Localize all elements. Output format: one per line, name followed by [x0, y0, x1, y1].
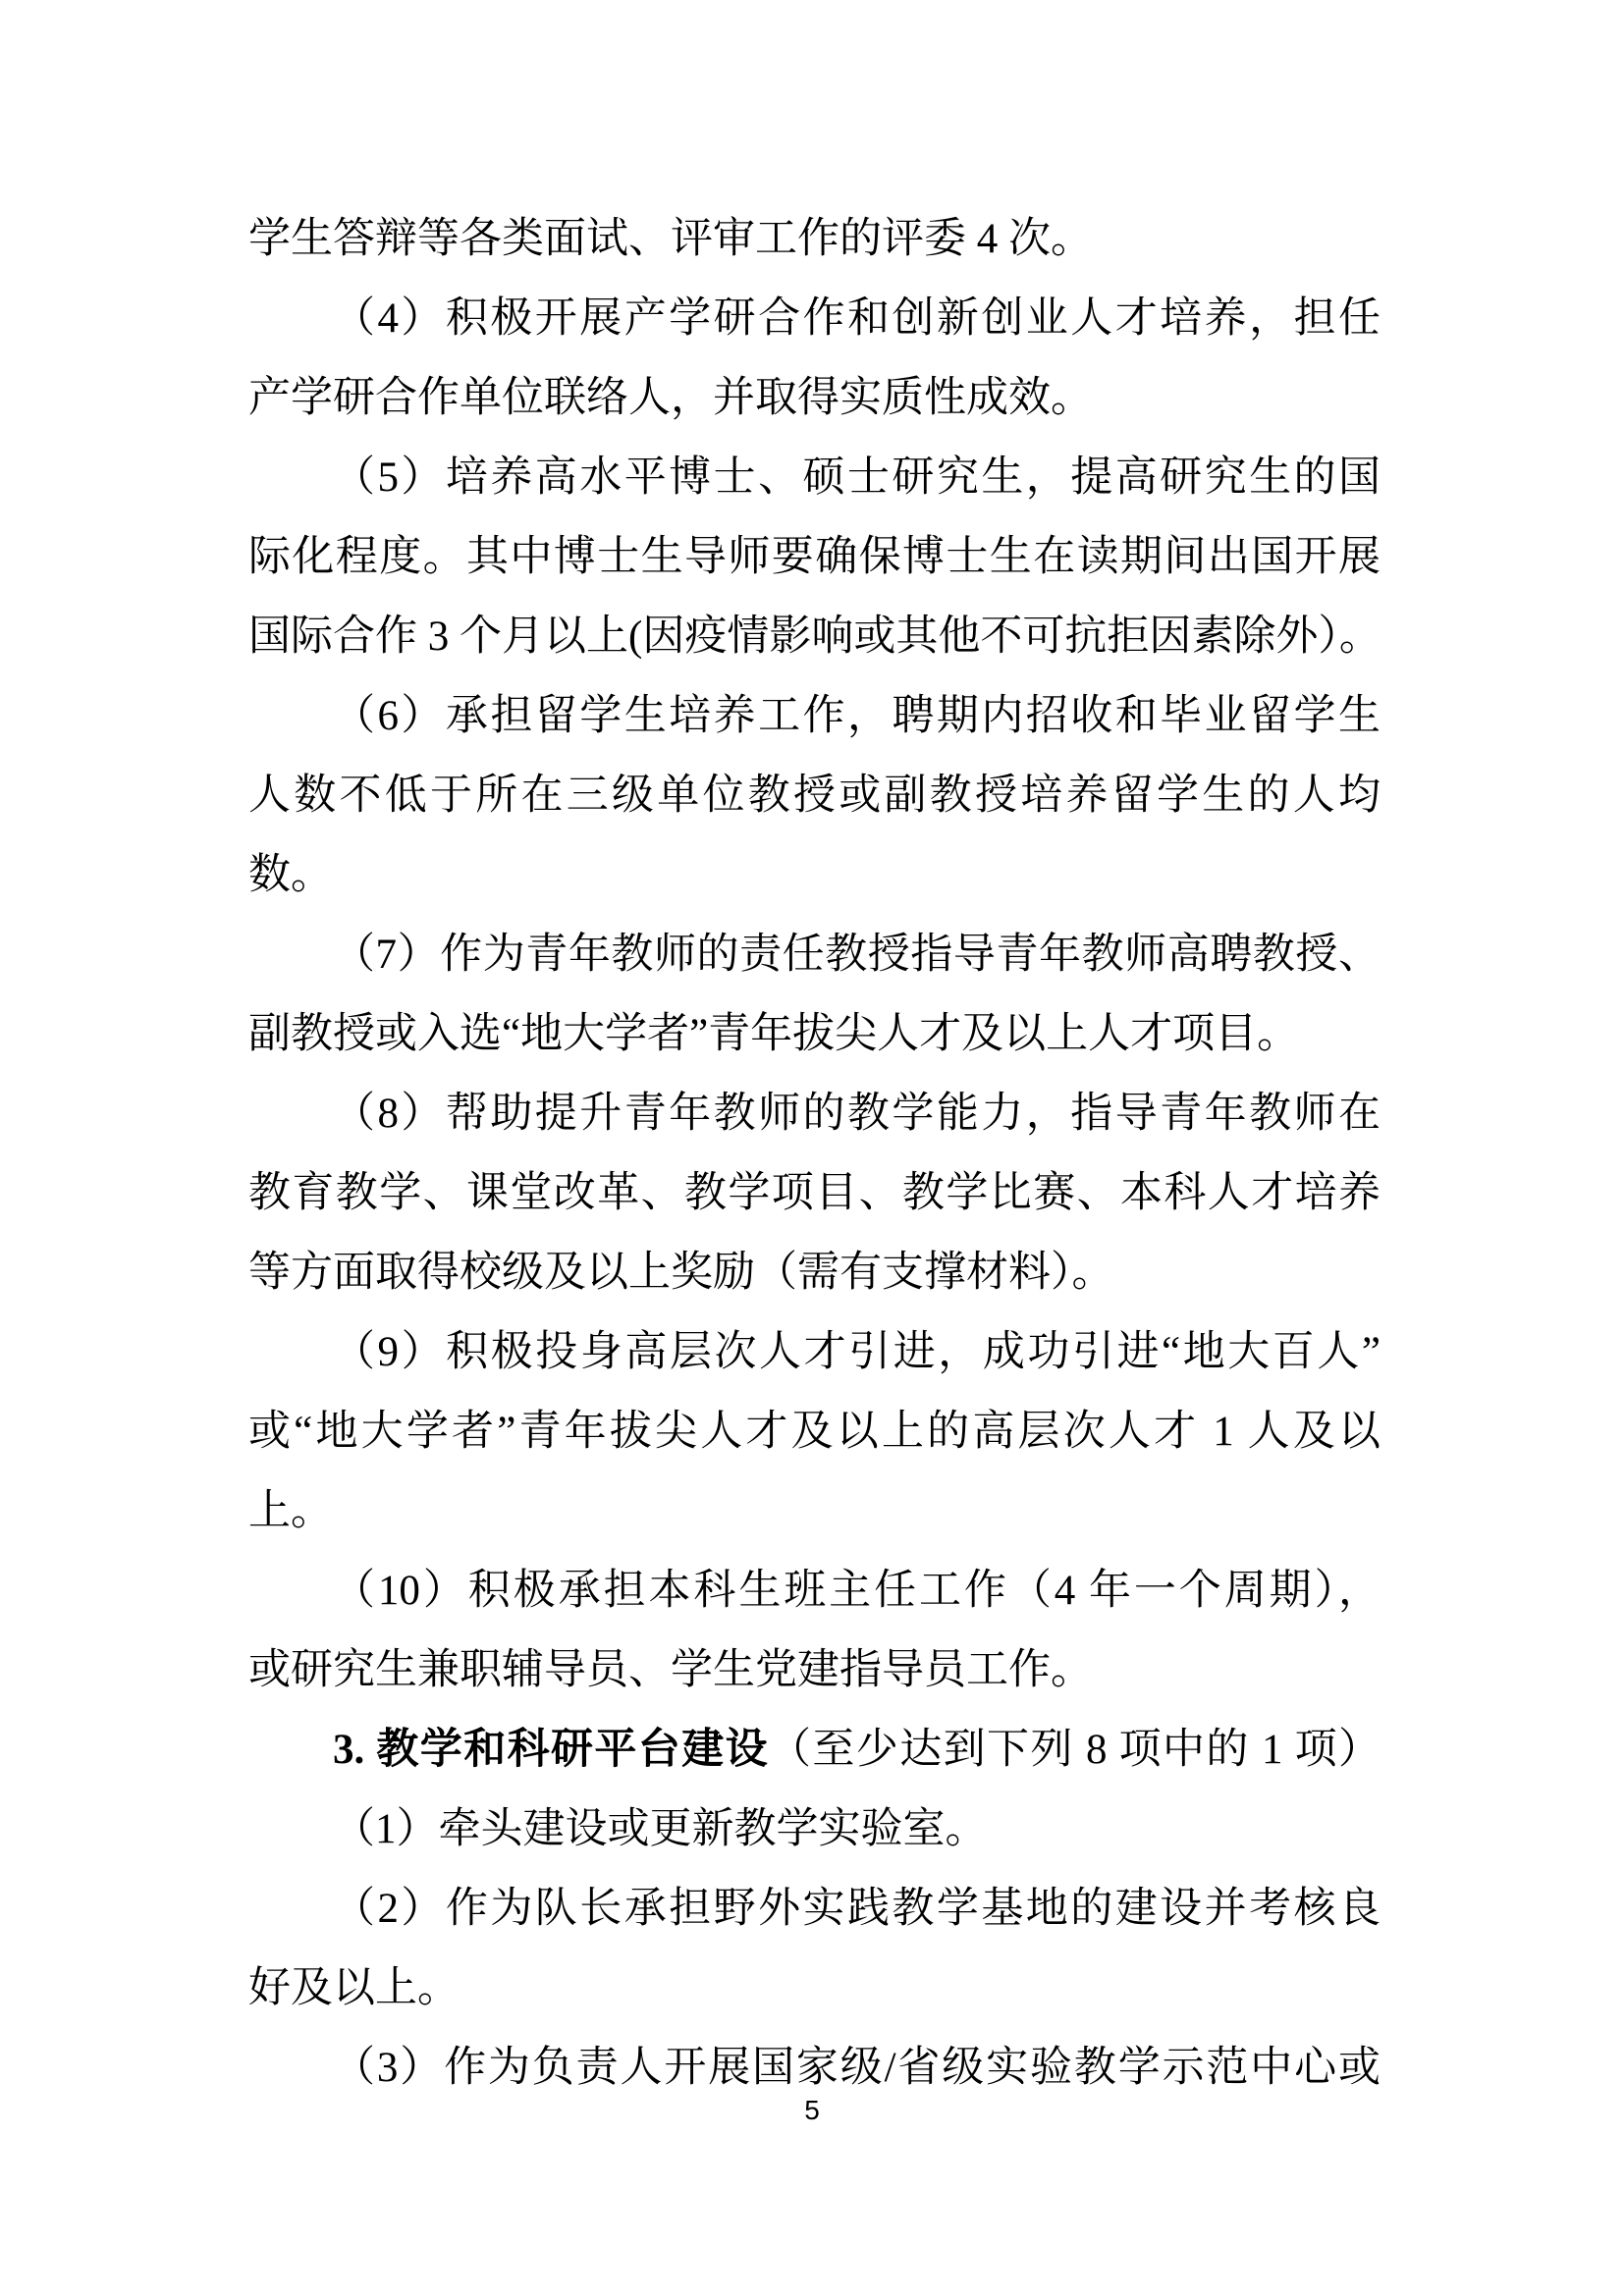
text-line [248, 438, 1380, 517]
text-line [248, 199, 1380, 279]
text-run: （9）积极投身高层次人才引进，成功引进“地大百人” [333, 1329, 1380, 1375]
text-run: 人数不低于所在三级单位教授或副教授培养留学生的人均 [248, 773, 1380, 819]
text-run: （7）作为青年教师的责任教授指导青年教师高聘教授、 [333, 932, 1380, 978]
text-line [248, 517, 1380, 597]
text-run: 好及以上。 [248, 1965, 460, 2011]
text-line [248, 1789, 1380, 1869]
text-line [248, 1233, 1380, 1312]
text-run-bold: 3. 教学和科研平台建设 [333, 1727, 769, 1773]
text-line [248, 1074, 1380, 1153]
text-line [248, 279, 1380, 358]
page-number: 5 [804, 2095, 820, 2125]
text-line [248, 1312, 1380, 1392]
text-line [248, 1551, 1380, 1630]
text-line [248, 994, 1380, 1074]
document-body [248, 199, 1380, 2108]
text-run: 际化程度。其中博士生导师要确保博士生在读期间出国开展 [248, 534, 1380, 580]
text-run: 国际合作 3 个月以上(因疫情影响或其他不可抗拒因素除外）。 [248, 614, 1381, 660]
text-line [248, 1153, 1380, 1233]
text-line [248, 1869, 1380, 1949]
text-line [248, 915, 1380, 994]
text-line [248, 1710, 1380, 1789]
text-run: 副教授或入选“地大学者”青年拔尖人才及以上人才项目。 [248, 1011, 1300, 1057]
text-run: （5）培养高水平博士、硕士研究生，提高研究生的国 [333, 454, 1380, 501]
text-line [248, 676, 1380, 756]
text-run: （1）牵头建设或更新教学实验室。 [333, 1806, 988, 1852]
text-line [248, 835, 1380, 915]
text-line [248, 756, 1380, 835]
text-run: （10）积极承担本科生班主任工作（4 年一个周期）， [333, 1568, 1380, 1614]
text-run: 等方面取得校级及以上奖励（需有支撑材料）。 [248, 1250, 1114, 1296]
text-run: 产学研合作单位联络人，并取得实质性成效。 [248, 375, 1093, 421]
text-run: 学生答辩等各类面试、评审工作的评委 4 次。 [248, 216, 1093, 262]
text-run: 或“地大学者”青年拔尖人才及以上的高层次人才 1 人及以 [248, 1409, 1380, 1455]
text-line [248, 1471, 1380, 1551]
text-run: （6）承担留学生培养工作，聘期内招收和毕业留学生 [333, 693, 1380, 739]
text-line [248, 1392, 1380, 1471]
text-run: 或研究生兼职辅导员、学生党建指导员工作。 [248, 1647, 1093, 1693]
text-run: （3）作为负责人开展国家级/省级实验教学示范中心或 [333, 2045, 1380, 2091]
text-run: 教育教学、课堂改革、教学项目、教学比赛、本科人才培养 [248, 1170, 1380, 1216]
text-run: （8）帮助提升青年教师的教学能力，指导青年教师在 [333, 1091, 1380, 1137]
text-run: 上。 [248, 1488, 333, 1534]
text-run: （至少达到下列 8 项中的 1 项） [769, 1727, 1380, 1773]
text-run: 数。 [248, 852, 333, 898]
text-line [248, 1949, 1380, 2028]
text-line [248, 1630, 1380, 1710]
text-line [248, 597, 1380, 676]
text-run: （2）作为队长承担野外实践教学基地的建设并考核良 [333, 1886, 1380, 1932]
text-line [248, 358, 1380, 438]
text-run: （4）积极开展产学研合作和创新创业人才培养，担任 [333, 295, 1380, 342]
